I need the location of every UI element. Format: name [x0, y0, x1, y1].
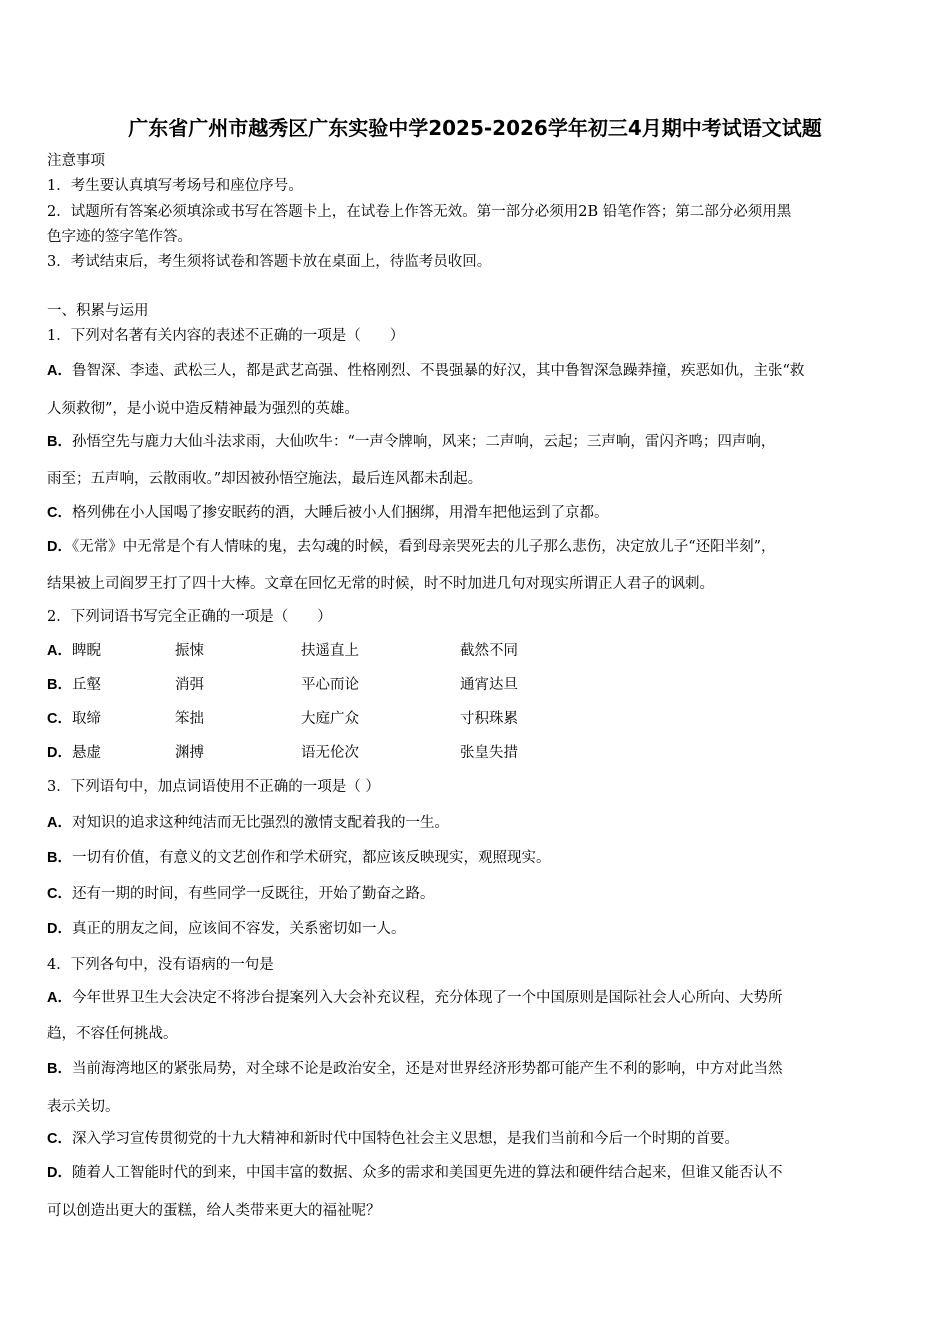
question-2-stem: 2．下列词语书写完全正确的一项是（ ）	[47, 609, 332, 625]
q1-option-d	[47, 537, 907, 557]
word: 渊搏	[175, 745, 204, 761]
word: 大庭广众	[301, 711, 359, 727]
q1-option-b-cont: 雨至；五声响，云散雨收。”却因被孙悟空施法，最后连风都未刮起。	[47, 471, 483, 487]
q4-option-d-cont: 可以创造出更大的蛋糕，给人类带来更大的福祉呢？	[47, 1203, 381, 1219]
option-text: 孙悟空先与鹿力大仙斗法求雨，大仙吹牛：“一声令牌响，风来；二声响，云起；三声响，雷闪齐鸣；四声响，	[71, 434, 776, 450]
page-title: 广东省广州市越秀区广东实验中学2025-2026学年初三4月期中考试语文试题	[128, 116, 822, 140]
q3-option-a: A．对知识的追求这种纯洁而无比强烈的激情支配着我的一生。	[47, 815, 449, 831]
word: 消弭	[175, 677, 204, 693]
word: 截然不同	[460, 643, 518, 659]
option-label: B．	[47, 434, 72, 450]
q4-option-b: B．当前海湾地区的紧张局势，对全球不论是政治安全，还是对世界经济形势都可能产生不利的影响，中方对此当然	[47, 1061, 783, 1077]
q3-option-b: B．一切有价值，有意义的文艺创作和学术研究，都应该反映现实，观照现实。	[47, 850, 551, 866]
q4-option-d: D．随着人工智能时代的到来，中国丰富的数据、众多的需求和美国更先进的算法和硬件结合起来，但谁又能否认不	[47, 1165, 783, 1181]
q4-option-a: A．今年世界卫生大会决定不将涉台提案列入大会补充议程，充分体现了一个中国原则是国际社会人心所向、大势所	[47, 990, 783, 1006]
option-text: 《无常》中无常是个有人情味的鬼，去勾魂的时候，看到母亲哭死去的儿子那么悲伤，决定放儿子“还阳半刻”，	[71, 539, 776, 555]
notice-item: 1．考生要认真填写考场号和座位序号。	[47, 178, 303, 194]
question-1-stem: 1．下列对名著有关内容的表述不正确的一项是（ ）	[47, 328, 405, 344]
section-heading: 一、积累与运用	[47, 303, 149, 319]
notice-item: 2．试题所有答案必须填涂或书写在答题卡上，在试卷上作答无效。第一部分必须用2B 铅笔作答；第二部分必须用黑	[47, 204, 792, 220]
word: 平心而论	[301, 677, 359, 693]
word: 通宵达旦	[460, 677, 518, 693]
word: 扶遥直上	[301, 643, 359, 659]
word: 寸积珠累	[460, 711, 518, 727]
q1-option-b	[47, 432, 907, 452]
q1-option-c	[47, 503, 907, 523]
word: 语无伦次	[301, 745, 359, 761]
notice-heading: 注意事项	[47, 153, 105, 169]
option-label: B．丘壑	[47, 677, 101, 693]
q3-option-d: D．真正的朋友之间，应该间不容发，关系密切如一人。	[47, 921, 406, 937]
word: 笨拙	[175, 711, 204, 727]
word: 张皇失措	[460, 745, 518, 761]
option-label: C．取缔	[47, 711, 101, 727]
option-label: A．睥睨	[47, 643, 101, 659]
q1-option-a-cont: 人须救彻”，是小说中造反精神最为强烈的英雄。	[47, 401, 359, 417]
option-text: 格列佛在小人国喝了掺安眠药的酒，大睡后被小人们捆绑，用滑车把他运到了京都。	[71, 505, 609, 521]
q4-option-a-cont: 趋，不容任何挑战。	[47, 1026, 178, 1042]
question-4-stem: 4．下列各句中，没有语病的一句是	[47, 957, 274, 973]
notice-item: 3．考试结束后，考生须将试卷和答题卡放在桌面上，待监考员收回。	[47, 254, 492, 270]
option-label: D．悬虚	[47, 745, 101, 761]
q1-option-a	[47, 361, 907, 381]
option-label: A．	[47, 363, 72, 379]
q1-option-d-cont: 结果被上司阎罗王打了四十大棒。文章在回忆无常的时候，时不时加进几句对现实所谓正人君子的讽刺。	[47, 576, 714, 592]
q4-option-b-cont: 表示关切。	[47, 1099, 120, 1115]
word: 振悚	[175, 643, 204, 659]
notice-item: 色字迹的签字笔作答。	[47, 229, 192, 245]
question-3-stem: 3．下列语句中，加点词语使用不正确的一项是（ ）	[47, 779, 380, 795]
q3-option-c: C．还有一期的时间，有些同学一反既往，开始了勤奋之路。	[47, 886, 435, 902]
option-label: C．	[47, 505, 72, 521]
q4-option-c: C．深入学习宣传贯彻党的十九大精神和新时代中国特色社会主义思想，是我们当前和今后一个时期的首要。	[47, 1131, 739, 1147]
option-text: 鲁智深、李逵、武松三人，都是武艺高强、性格刚烈、不畏强暴的好汉，其中鲁智深急躁莽撞，疾恶如仇，主张“救	[71, 363, 805, 379]
option-label: D．	[47, 539, 72, 555]
